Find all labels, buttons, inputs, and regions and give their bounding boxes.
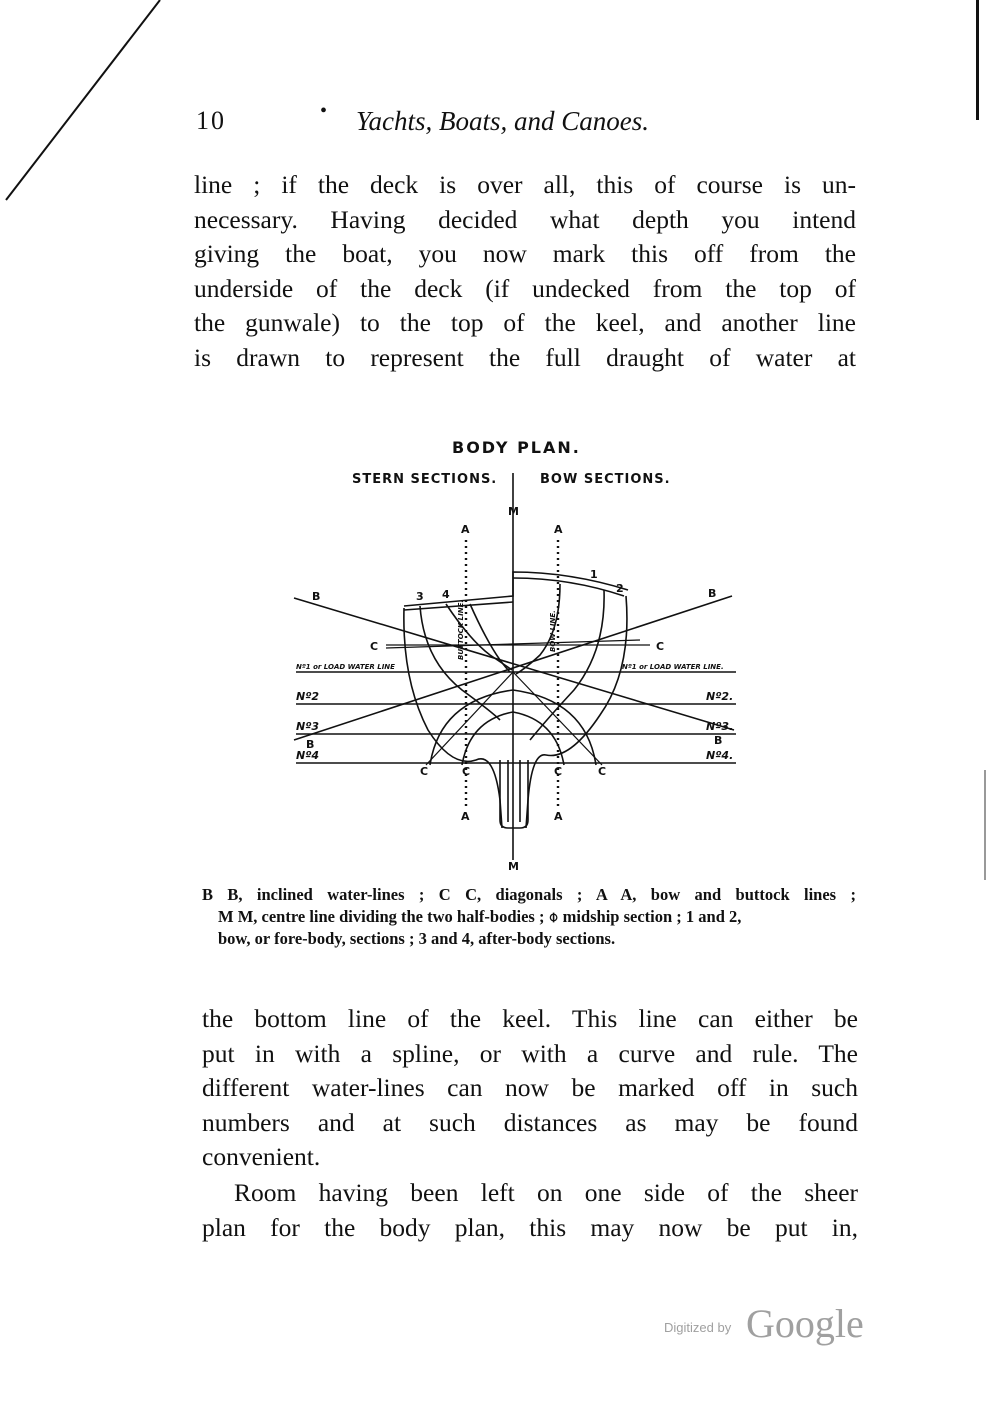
caption-line: bow, or fore-body, sections ; 3 and 4, after-body sections.: [218, 929, 616, 948]
section-number: 1: [590, 568, 598, 581]
label-c: C: [420, 765, 429, 778]
bow-section-curve: [530, 590, 604, 740]
caption-line: B B, inclined water-lines ; C C, diagonals ; A A, bow and buttock lines ;: [202, 885, 856, 904]
caption-line: M M, centre line dividing the two half-bodies ; ⌽ midship section ; 1 and 2,: [218, 907, 742, 926]
label-a: A: [554, 810, 563, 823]
figure-title: BODY PLAN.: [452, 438, 581, 457]
load-water-line-label-left: Nº1 or LOAD WATER LINE: [296, 663, 395, 671]
label-m-bottom: M: [508, 860, 519, 873]
stern-sections-label: STERN SECTIONS.: [352, 472, 498, 487]
label-m-top: M: [508, 505, 519, 518]
text-line: the bottom line of the keel. This line can either be: [202, 1004, 858, 1033]
section-number: 2: [616, 582, 624, 595]
paragraph-3: [202, 1176, 858, 1245]
diagonal-line: [426, 672, 513, 765]
buttock-line-label: BUTTOCK LINE.: [457, 599, 465, 660]
text-line: different water-lines can now be marked off in such: [202, 1073, 858, 1103]
label-c: C: [462, 765, 471, 778]
label-a: A: [554, 523, 563, 536]
text-line: necessary. Having decided what depth you intend: [194, 204, 856, 234]
water-line-3-label-left: Nº3: [296, 720, 320, 733]
label-b: B: [714, 734, 723, 747]
section-number: 4: [442, 588, 450, 601]
scan-edge-right-lower: [984, 770, 986, 880]
section-number: 3: [416, 590, 424, 603]
paragraph-2: [202, 1002, 858, 1175]
scan-edge-left: [0, 0, 170, 210]
text-line: the gunwale) to the top of the keel, and another line: [194, 308, 856, 338]
label-b: B: [312, 590, 321, 603]
text-line: put in with a spline, or with a curve and rule. The: [202, 1038, 858, 1068]
label-b: B: [708, 587, 717, 600]
water-line-2-label-left: Nº2: [296, 690, 320, 703]
digitized-by-text: Digitized by: [664, 1320, 732, 1335]
stern-section-curve: [404, 608, 502, 828]
label-c: C: [554, 765, 563, 778]
text-line: numbers and at such distances as may be found: [202, 1107, 858, 1137]
scan-edge-right: [976, 0, 979, 120]
header-dot: •: [320, 100, 328, 122]
water-line-3-label-right: Nº3.: [706, 720, 734, 733]
label-a: A: [461, 523, 470, 536]
water-line-4-label-left: Nº4: [296, 749, 320, 762]
page-number: 10: [196, 106, 226, 135]
label-c: C: [598, 765, 607, 778]
text-line: is drawn to represent the full draught of water at: [194, 342, 856, 372]
water-line-4-label-right: Nº4.: [706, 749, 734, 762]
label-c: C: [370, 640, 379, 653]
figure-caption: [202, 884, 856, 950]
page-header: [196, 100, 856, 146]
google-logo: Google: [746, 1301, 864, 1346]
sheer-line: [404, 578, 624, 610]
running-title: Yachts, Boats, and Canoes.: [356, 106, 650, 136]
load-water-line-label-right: Nº1 or LOAD WATER LINE.: [622, 663, 724, 671]
text-line: convenient.: [202, 1142, 321, 1172]
bow-section-curve: [526, 596, 627, 828]
label-c: C: [656, 640, 665, 653]
keel-outline: [500, 760, 528, 828]
bow-sections-label: BOW SECTIONS.: [540, 472, 671, 487]
label-a: A: [461, 810, 470, 823]
text-line: plan for the body plan, this may now be put in,: [202, 1212, 858, 1242]
text-line: Room having been left on one side of the sheer: [234, 1178, 858, 1207]
text-line: underside of the deck (if undecked from the top of: [194, 273, 856, 303]
body-plan-diagram: [280, 430, 750, 880]
water-line-2-label-right: Nº2.: [706, 690, 734, 703]
text-line: giving the boat, you now mark this off from the: [194, 239, 856, 269]
paragraph-1: [194, 168, 856, 376]
bow-line-label: BOW LINE.: [549, 610, 557, 652]
text-line: line ; if the deck is over all, this of course is un-: [194, 170, 856, 199]
label-b: B: [306, 738, 315, 751]
